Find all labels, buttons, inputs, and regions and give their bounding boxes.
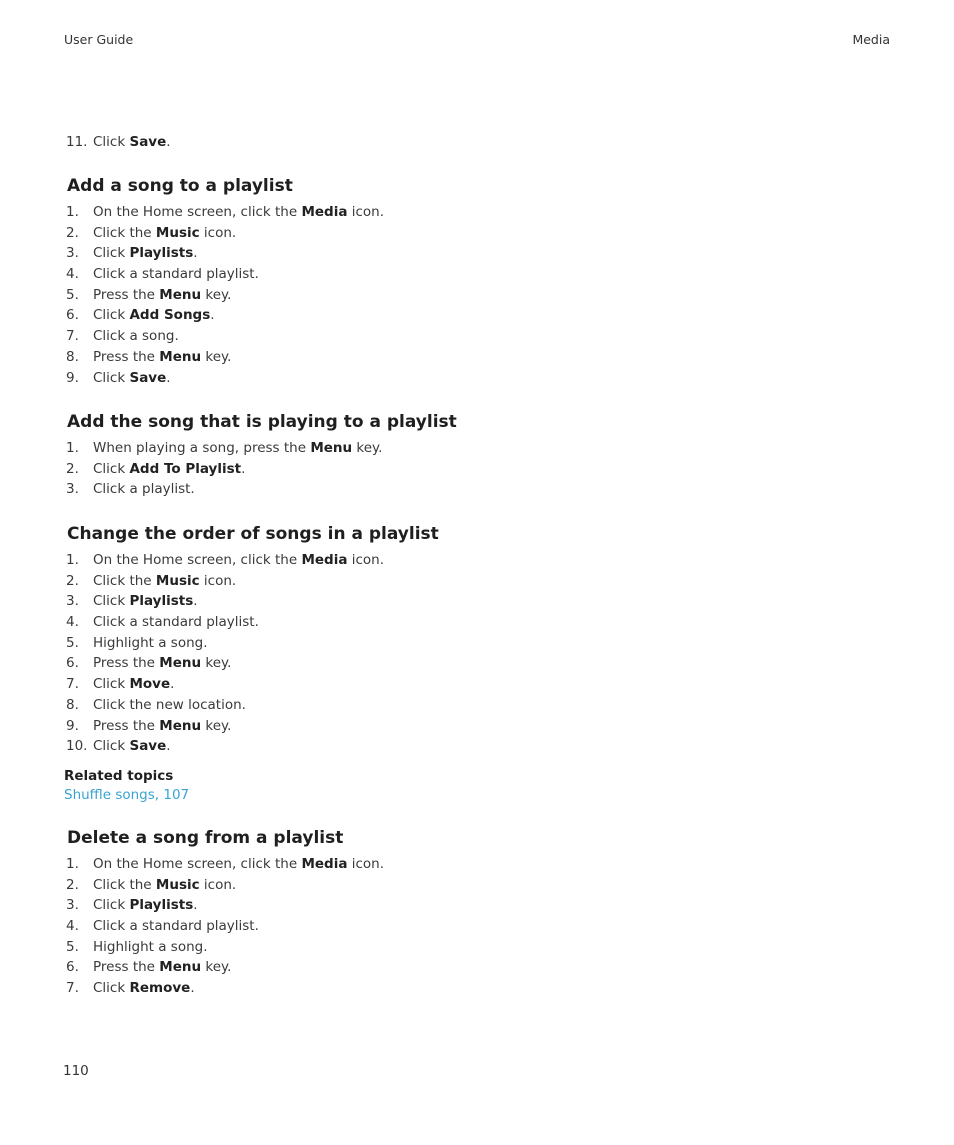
step-text: Click a standard playlist.: [93, 614, 259, 631]
step-term: Save: [129, 134, 167, 150]
list-item: [66, 285, 384, 306]
list-item: [66, 916, 384, 937]
step-text: Press the: [93, 286, 160, 303]
step-number: 1.: [66, 204, 79, 220]
list-item: [66, 305, 384, 326]
list-item: [66, 459, 382, 480]
step-term: Playlists: [129, 245, 194, 262]
step-term: Add To Playlist: [129, 460, 242, 477]
step-term: Music: [155, 572, 200, 589]
list-item: [66, 264, 384, 285]
step-number: 2.: [66, 572, 79, 589]
step-number: 9.: [66, 369, 79, 386]
step-text-end: .: [166, 134, 171, 150]
step-term: Media: [301, 856, 348, 872]
related-topics-heading: Related topics: [64, 768, 174, 784]
step-text-end: icon.: [347, 856, 385, 872]
step-term: Media: [301, 204, 348, 220]
step-text: Press the: [93, 959, 160, 976]
section-steps-change-order: [66, 550, 384, 757]
section-steps-delete-song: [66, 854, 384, 999]
step-text: On the Home screen, click the: [93, 204, 302, 220]
step-term: Music: [155, 876, 200, 893]
section-steps-add-song: [66, 202, 384, 388]
list-item: [66, 875, 384, 896]
step-term: Playlists: [129, 897, 194, 914]
list-item: [66, 957, 384, 978]
step-text: Click: [93, 460, 130, 477]
list-item: [66, 326, 384, 347]
step-number: 10.: [66, 738, 88, 755]
section-title-delete-song: Delete a song from a playlist: [67, 828, 344, 848]
related-topic-link[interactable]: Shuffle songs, 107: [64, 787, 190, 803]
step-term: Save: [129, 369, 167, 386]
list-item: [66, 243, 384, 264]
list-item: [66, 633, 384, 654]
step-text: Click: [93, 307, 130, 324]
step-text: Press the: [93, 717, 160, 734]
page-number: 110: [63, 1063, 89, 1079]
step-text: Highlight a song.: [93, 634, 208, 651]
list-item: [66, 202, 384, 223]
step-term: Menu: [159, 717, 202, 734]
list-item: [66, 479, 382, 500]
list-item: [66, 550, 384, 571]
step-number: 4.: [66, 266, 79, 283]
step-text-end: key.: [201, 286, 232, 303]
step-number: 1.: [66, 856, 79, 872]
step-number: 8.: [66, 696, 79, 713]
list-item: [66, 695, 384, 716]
list-item: [66, 438, 382, 459]
step-text: Click a standard playlist.: [93, 918, 259, 935]
list-item: [66, 895, 384, 916]
list-item: [66, 132, 171, 153]
step-number: 5.: [66, 938, 79, 955]
step-term: Menu: [159, 348, 202, 365]
step-number: 6.: [66, 307, 79, 324]
step-term: Add Songs: [129, 307, 211, 324]
step-text: Click: [93, 369, 130, 386]
step-text: Press the: [93, 655, 160, 672]
step-term: Save: [129, 738, 167, 755]
step-text-end: .: [170, 676, 175, 693]
list-item: [66, 223, 384, 244]
list-item: [66, 347, 384, 368]
step-text: Click the: [93, 876, 156, 893]
step-term: Media: [301, 552, 348, 568]
step-number: 3.: [66, 897, 79, 914]
step-number: 7.: [66, 328, 79, 345]
step-text: On the Home screen, click the: [93, 552, 302, 568]
step-text-end: key.: [352, 440, 383, 456]
header-section-name: Media: [852, 32, 890, 47]
step-number: 2.: [66, 460, 79, 477]
step-text: Click the: [93, 572, 156, 589]
step-number: 1.: [66, 552, 79, 568]
step-number: 5.: [66, 634, 79, 651]
list-item: [66, 937, 384, 958]
step-text-end: .: [193, 593, 198, 610]
step-text: Click: [93, 980, 130, 997]
step-text-end: key.: [201, 348, 232, 365]
step-text: Click: [93, 676, 130, 693]
step-text-end: .: [166, 738, 171, 755]
step-number: 9.: [66, 717, 79, 734]
step-text-end: .: [193, 897, 198, 914]
step-number: 11.: [66, 134, 88, 150]
step-text-end: icon.: [199, 572, 237, 589]
step-text-end: icon.: [199, 876, 237, 893]
step-number: 6.: [66, 655, 79, 672]
section-steps-add-playing-song: [66, 438, 382, 500]
step-text-end: .: [210, 307, 215, 324]
step-number: 7.: [66, 676, 79, 693]
section-title-change-order: Change the order of songs in a playlist: [67, 524, 439, 544]
step-text: Press the: [93, 348, 160, 365]
step-text-end: icon.: [199, 224, 237, 241]
step-text: Click: [93, 593, 130, 610]
step-number: 2.: [66, 224, 79, 241]
list-item: [66, 571, 384, 592]
step-number: 6.: [66, 959, 79, 976]
list-item: [66, 612, 384, 633]
list-item: [66, 854, 384, 875]
step-number: 3.: [66, 245, 79, 262]
step-term: Menu: [310, 440, 353, 456]
list-item: [66, 978, 384, 999]
step-text-end: key.: [201, 717, 232, 734]
step-text-end: icon.: [347, 204, 385, 220]
step-term: Remove: [129, 980, 191, 997]
step-text-end: icon.: [347, 552, 385, 568]
step-text: Click: [93, 897, 130, 914]
list-item: [66, 591, 384, 612]
step-text-end: .: [241, 460, 246, 477]
step-text: On the Home screen, click the: [93, 856, 302, 872]
step-text-end: key.: [201, 655, 232, 672]
step-number: 8.: [66, 348, 79, 365]
step-text: Click: [93, 134, 130, 150]
step-text-end: .: [193, 245, 198, 262]
list-item: [66, 653, 384, 674]
step-term: Menu: [159, 286, 202, 303]
section-title-add-playing-song: Add the song that is playing to a playlist: [67, 412, 457, 432]
step-text: Click a standard playlist.: [93, 266, 259, 283]
step-number: 5.: [66, 286, 79, 303]
step-text: Highlight a song.: [93, 938, 208, 955]
step-text: Click a playlist.: [93, 481, 195, 498]
step-number: 3.: [66, 481, 79, 498]
step-number: 4.: [66, 918, 79, 935]
step-term: Move: [129, 676, 171, 693]
step-number: 7.: [66, 980, 79, 997]
step-number: 2.: [66, 876, 79, 893]
step-text-end: key.: [201, 959, 232, 976]
step-term: Playlists: [129, 593, 194, 610]
list-item: [66, 368, 384, 389]
step-term: Menu: [159, 959, 202, 976]
intro-steps: [66, 132, 171, 153]
step-text: When playing a song, press the: [93, 440, 311, 456]
step-text-end: .: [166, 369, 171, 386]
step-text: Click: [93, 245, 130, 262]
step-text: Click the new location.: [93, 696, 246, 713]
step-term: Menu: [159, 655, 202, 672]
step-text: Click the: [93, 224, 156, 241]
step-text: Click: [93, 738, 130, 755]
step-number: 4.: [66, 614, 79, 631]
step-text: Click a song.: [93, 328, 179, 345]
list-item: [66, 736, 384, 757]
step-term: Music: [155, 224, 200, 241]
section-title-add-song: Add a song to a playlist: [67, 176, 293, 196]
list-item: [66, 674, 384, 695]
step-text-end: .: [190, 980, 195, 997]
header-guide-title: User Guide: [64, 32, 134, 47]
list-item: [66, 716, 384, 737]
step-number: 3.: [66, 593, 79, 610]
step-number: 1.: [66, 440, 79, 456]
